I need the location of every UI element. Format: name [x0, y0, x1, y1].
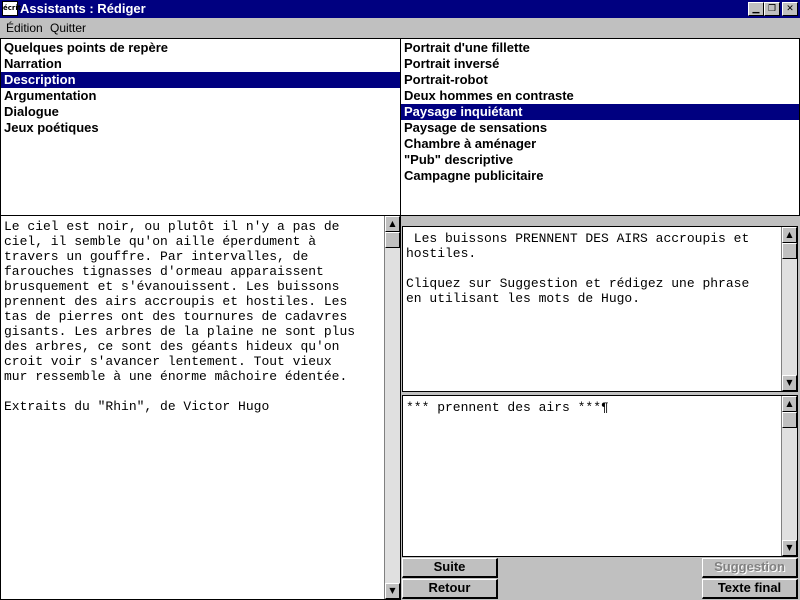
suite-button[interactable]: Suite: [402, 558, 498, 578]
scroll-down-icon[interactable]: ▼: [782, 375, 797, 391]
list-item-pub-descriptive[interactable]: "Pub" descriptive: [404, 152, 514, 167]
scroll-thumb[interactable]: [385, 232, 400, 248]
list-item-chambre[interactable]: Chambre à aménager: [404, 136, 537, 151]
minimize-button[interactable]: ▁: [748, 2, 764, 16]
list-item-portrait-fillette[interactable]: Portrait d'une fillette: [404, 40, 530, 55]
list-item-points-de-repere[interactable]: Quelques points de repère: [4, 40, 168, 55]
list-item-description[interactable]: Description: [1, 72, 400, 88]
instruction-scrollbar[interactable]: [781, 227, 797, 391]
list-item-dialogue[interactable]: Dialogue: [4, 104, 59, 119]
list-item-portrait-robot[interactable]: Portrait-robot: [404, 72, 488, 87]
list-item-deux-hommes[interactable]: Deux hommes en contraste: [404, 88, 574, 103]
suggestion-button[interactable]: Suggestion: [702, 558, 798, 578]
instruction-text: Les buissons PRENNENT DES AIRS accroupis et hostiles. Cliquez sur Suggestion et rédigez une phrase en utilisant les mots de Hugo.: [406, 231, 750, 306]
list-item-jeux-poetiques[interactable]: Jeux poétiques: [4, 120, 99, 135]
editor-text[interactable]: *** prennent des airs ***¶: [406, 400, 609, 415]
category-list: [0, 38, 401, 216]
list-item-argumentation[interactable]: Argumentation: [4, 88, 97, 103]
scroll-thumb[interactable]: [782, 243, 797, 259]
menu-edition[interactable]: Édition: [6, 21, 43, 35]
texte-final-button[interactable]: Texte final: [702, 579, 798, 599]
scroll-up-icon[interactable]: ▲: [782, 227, 797, 243]
source-scrollbar[interactable]: [384, 216, 400, 599]
source-text: Le ciel est noir, ou plutôt il n'y a pas de ciel, il semble qu'on aille éperdument à travers un gouffre. Par intervalles, de farouches tignasses d'ormeau apparaissent brusquement et s'évanouissent. Les buissons prennent des airs accroupis et hostiles. Les tas de pierres ont des tournures de cadavres gisants. Les arbres de la plaine ne sont plus des arbres, ce sont des géants hideux qu'on croit voir s'avancer lentement. Tout vieux mur ressemble à une énorme mâchoire édentée. Extraits du "Rhin", de Victor Hugo: [4, 219, 356, 414]
scroll-thumb[interactable]: [782, 412, 797, 428]
retour-button[interactable]: Retour: [402, 579, 498, 599]
list-item-narration[interactable]: Narration: [4, 56, 62, 71]
menu-quitter[interactable]: Quitter: [50, 21, 87, 35]
editor-pane[interactable]: [402, 395, 798, 557]
instruction-pane: [402, 226, 798, 392]
list-item-campagne[interactable]: Campagne publicitaire: [404, 168, 544, 183]
menu-bar: [0, 18, 800, 38]
list-item-paysage-sensations[interactable]: Paysage de sensations: [404, 120, 548, 135]
list-item-paysage-inquietant[interactable]: Paysage inquiétant: [401, 104, 799, 120]
editor-scrollbar[interactable]: [781, 396, 797, 556]
title-bar: [0, 0, 800, 18]
restore-button[interactable]: ❐: [764, 2, 780, 16]
exercise-list: [400, 38, 800, 216]
scroll-down-icon[interactable]: ▼: [385, 583, 400, 599]
list-item-portrait-inverse[interactable]: Portrait inversé: [404, 56, 500, 71]
scroll-up-icon[interactable]: ▲: [385, 216, 400, 232]
scroll-up-icon[interactable]: ▲: [782, 396, 797, 412]
source-text-pane: [0, 215, 401, 600]
close-button[interactable]: ✕: [782, 2, 798, 16]
app-icon[interactable]: écrit: [2, 1, 18, 16]
window-title: Assistants : Rédiger: [20, 1, 146, 16]
scroll-down-icon[interactable]: ▼: [782, 540, 797, 556]
